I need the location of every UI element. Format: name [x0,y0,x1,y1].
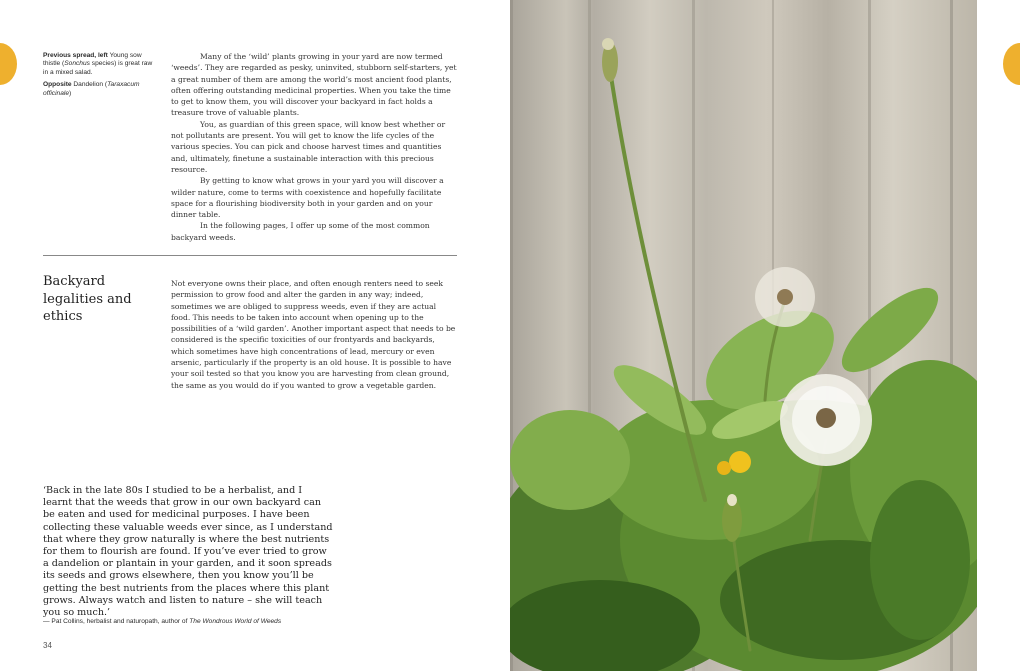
attribution-book-title: The Wondrous World of Weeds [189,618,282,625]
intro-paragraph: By getting to know what grows in your yard you will discover a wilder nature, come to terms with coexistence and hopefully facilitate space for a flourishing biodiversity both in your garden and on your dinner table. [171,176,444,220]
caption-text: species) is great raw in a mixed salad. [43,60,153,76]
attribution-author: — Pat Collins, herbalist and naturopath, author of [43,618,190,625]
chapter-tab-marker-left [0,43,17,85]
intro-paragraph: In the following pages, I offer up some of the most common backyard weeds. [171,221,430,242]
dandelion-bud [602,38,618,82]
section-paragraph: Not everyone owns their place, and often enough renters need to seek permission to grow food and alter the garden in any way; indeed, sometimes we are obliged to suppress weeds, even if they are actual food. This needs to be taken into account when opening up to the possibilities of a ‘wild garden’. Another important aspect that needs to be considered is the specific toxicities of our frontyards and backyards, which sometimes have high concentrations of lead, mercury or even arsenic, particularly if the property is an old house. It is possible to have your soil tested so that you know you are harvesting from clean ground, the same as you would do if you wanted to grow a vegetable garden. [171,279,456,390]
intro-text [171,51,457,243]
chapter-tab-marker-right [1003,43,1020,85]
caption-text: Dandelion ( [71,81,108,89]
seed-head-large [780,374,872,466]
section-divider [43,255,457,256]
caption-previous-spread [43,52,155,77]
intro-paragraph: You, as guardian of this green space, will know best whether or not pollutants are present. You will get to know the life cycles of the various species. You can pick and choose harvest times and quantities and, ultimately, finetune a sustainable interaction with this precious resource. [171,119,446,174]
pull-quote: ‘Back in the late 80s I studied to be a herbalist, and I learnt that the weeds that grow in our own backyard can be eaten and used for medicinal purposes. I have been collecting these valuable weeds ever since, as I understand that where they grow naturally is where the best nutrients for them to flourish are found. If you’ve ever tried to grow a dandelion or plantain in your garden, and it soon spreads its seeds and grows elsewhere, then you know you’ll be getting the best nutrients from the places where this plant grows. Always watch and listen to nature – she will teach you so much.’ [43,485,333,619]
caption-text: Young sow thistle ( [43,52,142,68]
dandelion-illustration [510,0,977,671]
section-body [171,278,457,391]
caption-label-previous: Previous spread, left [43,52,108,59]
photo-caption [43,52,155,102]
caption-text: ) [69,89,72,97]
caption-label-opposite: Opposite [43,81,72,89]
page-number: 34 [43,641,52,650]
caption-species: Sonchus [64,60,90,68]
intro-paragraph: Many of the ‘wild’ plants growing in your yard are now termed ‘weeds’. They are regarded as pesky, uninvited, stubborn self-starters, yet a great number of them are among the world’s most ancient food plants, often offering outstanding medicinal properties. When you take the time to get to know them, you will discover your backyard in fact holds a treasure trove of valuable plants. [171,52,457,118]
section-heading: Backyard legalities and ethics [43,274,132,324]
quote-attribution [43,617,373,626]
caption-species: Taraxacum officinale [43,81,140,97]
seed-head-small [755,267,815,327]
caption-opposite [43,81,155,98]
dandelion-photo [510,0,977,671]
